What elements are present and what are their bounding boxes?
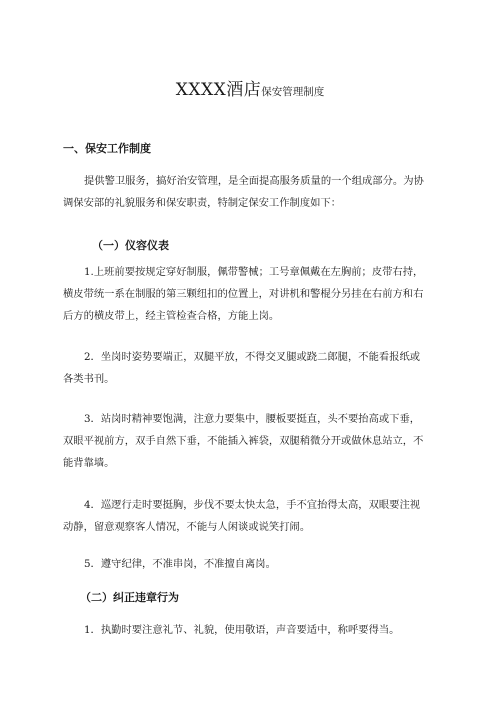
paragraph-line: 各类书刊。 [63, 373, 115, 385]
paragraph-line: 动静，留意观察客人情况，不能与人闲谈或说笑打闹。 [63, 521, 311, 533]
paragraph-line: 双眼平视前方，双手自然下垂，不能插入裤袋，双腿稍微分开或做休息站立，不 [63, 435, 424, 447]
document-title-main: XXXX酒店 [175, 80, 262, 100]
rule-paragraph-5 [63, 553, 438, 575]
paragraph-line: 3．站岗时精神要饱满，注意力要集中，腰板要挺直，头不要抬高或下垂， [84, 413, 421, 425]
subsection-heading: （一）仪容仪表 [92, 239, 169, 252]
paragraph-line: 1．执勤时要注意礼节、礼貌，使用敬语，声音要适中，称呼要得当。 [84, 624, 400, 636]
document-title-sub: 保安管理制度 [261, 86, 325, 98]
rule-paragraph-6 [63, 619, 438, 641]
paragraph-line: 提供警卫服务，搞好治安管理，是全面提高服务质量的一个组成部分。为协 [84, 175, 424, 187]
rule-paragraph-3 [63, 408, 438, 474]
paragraph-line: 能背靠墙。 [63, 457, 115, 469]
paragraph-line: 横皮带统一系在制服的第三颗纽扣的位置上，对讲机和警棍分另挂在右前方和右 [63, 288, 424, 300]
paragraph-line: 2．坐岗时姿势要端正，双腿平放，不得交叉腿或跷二郎腿，不能看报纸或 [84, 351, 421, 363]
paragraph-line: 5．遵守纪律，不准串岗，不准擅自离岗。 [84, 558, 276, 570]
rule-paragraph-1 [63, 261, 438, 327]
paragraph-line: 1.上班前要按规定穿好制服，佩带警械；工号章佩戴在左胸前；皮带右持， [84, 266, 424, 278]
subsection-heading: （二）纠正违章行为 [80, 591, 179, 604]
document-title [0, 75, 500, 100]
rule-paragraph-4 [63, 494, 438, 538]
section-heading: 一、保安工作制度 [63, 142, 151, 155]
paragraph-line: 调保安部的礼貌服务和保安职责，特制定保安工作制度如下： [63, 197, 342, 209]
intro-paragraph [63, 170, 438, 214]
rule-paragraph-2 [63, 346, 438, 390]
paragraph-line: 4．巡逻行走时要挺胸，步伐不要太快太急，手不宜抬得太高，双眼要注视 [84, 499, 421, 511]
paragraph-line: 后方的横皮带上，经主管检查合格，方能上岗。 [63, 310, 280, 322]
